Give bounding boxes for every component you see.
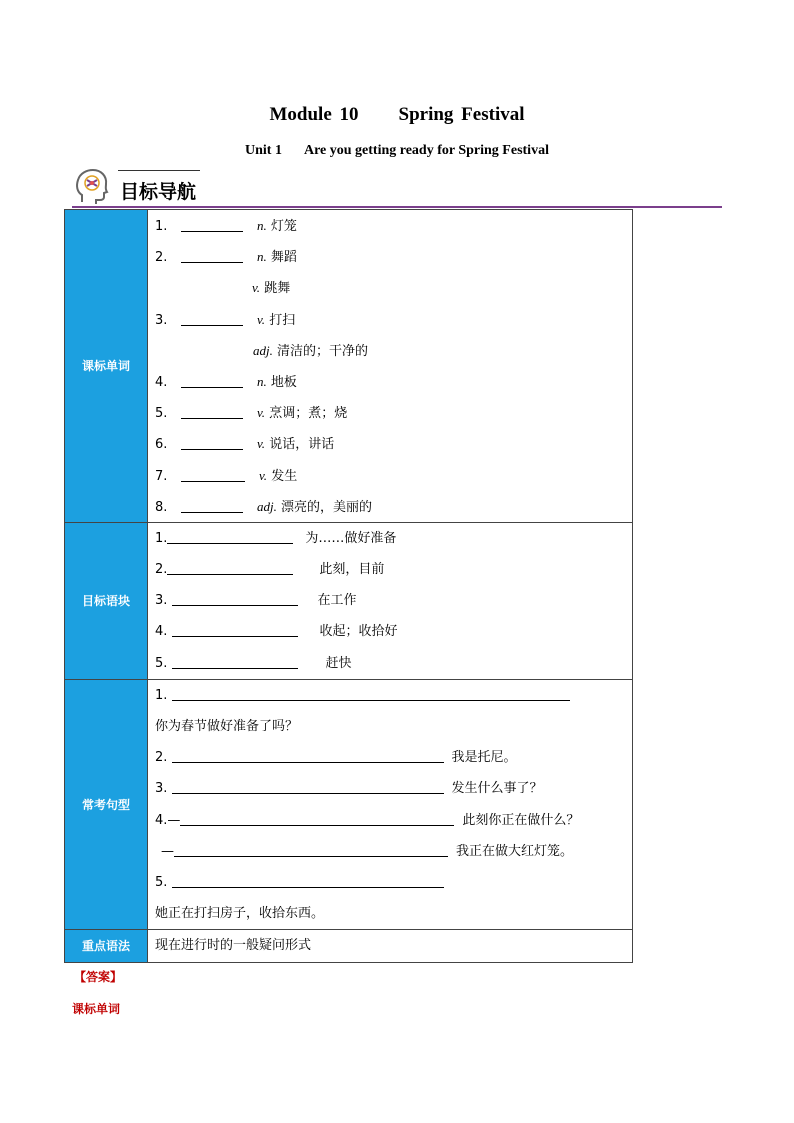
vocab-item: 2. n. 舞蹈: [155, 249, 297, 266]
answer-blank[interactable]: [181, 435, 243, 450]
sentence-item: 3. 发生什么事了？: [155, 781, 543, 797]
phrase-item: 2. 此刻，目前: [155, 562, 385, 578]
grammar-row: [65, 930, 633, 962]
phrase-item: 4. 收起；收拾好: [155, 624, 398, 640]
answer-blank[interactable]: [180, 811, 454, 826]
phrase-item: 1. 为……做好准备: [155, 530, 397, 546]
header-divider: [72, 206, 722, 208]
phrase-item: 3. 在工作: [155, 593, 357, 609]
section-header: [72, 166, 722, 210]
page-title: [0, 104, 794, 126]
study-table: [64, 209, 633, 963]
answer-blank[interactable]: [172, 686, 570, 701]
grammar-content: [148, 930, 633, 962]
phrase-item: 5. 赶快: [155, 655, 352, 671]
phrases-row: [65, 522, 633, 679]
unit-title: Are you getting ready for Spring Festival: [303, 143, 549, 158]
answer-blank[interactable]: [167, 529, 293, 544]
answer-blank[interactable]: [172, 591, 298, 606]
answer-blank[interactable]: [181, 311, 243, 326]
answer-blank[interactable]: [181, 248, 243, 263]
vocab-row: [65, 210, 633, 523]
answer-blank[interactable]: [172, 622, 298, 637]
sentence-meaning: 她正在打扫房子，收拾东西。: [155, 906, 325, 922]
vocab-item: 1. n. 灯笼: [155, 218, 297, 234]
answer-blank[interactable]: [172, 779, 444, 794]
unit-label: Unit 1: [245, 143, 282, 158]
page-subtitle: [0, 143, 794, 159]
header-topline: [118, 170, 200, 171]
vocab-item: 7. v. 发生: [155, 467, 298, 484]
head-brain-icon: [74, 168, 110, 206]
vocab-content: [148, 210, 633, 523]
module-title: Module 10: [269, 104, 359, 125]
phrases-label: 目标语块: [65, 522, 148, 679]
answer-heading: 【答案】: [74, 970, 123, 984]
sentence-item: 1.: [148, 680, 632, 711]
answer-blank[interactable]: [181, 498, 243, 513]
phrases-content: [148, 522, 633, 679]
vocab-item: 4. n. 地板: [155, 373, 297, 390]
sentence-item: 4.— 此刻你正在做什么？: [155, 812, 580, 828]
vocab-item: 8. adj. 漂亮的，美丽的: [155, 498, 373, 515]
sentence-meaning: 你为春节做好准备了吗？: [155, 719, 299, 734]
sentence-item: 5.: [148, 867, 632, 898]
answer-blank[interactable]: [172, 654, 298, 669]
answer-blank[interactable]: [174, 842, 448, 857]
answer-blank[interactable]: [172, 873, 444, 888]
vocab-item: 3. v. 打扫: [155, 311, 296, 328]
sentences-content: [148, 679, 633, 930]
sentence-item: 2. 我是托尼。: [155, 750, 517, 766]
answer-subheading: 课标单词: [72, 1002, 121, 1016]
section-header-label: 目标导航: [120, 181, 197, 203]
sentences-row: [65, 679, 633, 930]
answer-blank[interactable]: [172, 748, 444, 763]
answer-blank[interactable]: [181, 467, 245, 482]
grammar-text: 现在进行时的一般疑问形式: [155, 938, 312, 954]
vocab-item: v. 跳舞: [252, 280, 291, 297]
vocab-item: 6. v. 说话，讲话: [155, 436, 335, 453]
festival-title: Spring Festival: [398, 104, 525, 125]
answer-blank[interactable]: [167, 560, 293, 575]
answer-blank[interactable]: [181, 373, 243, 388]
grammar-label: 重点语法: [65, 930, 148, 962]
sentences-label: 常考句型: [65, 679, 148, 930]
answer-blank[interactable]: [181, 217, 243, 232]
vocab-item: adj. 清洁的；干净的: [253, 342, 369, 359]
vocab-label: 课标单词: [65, 210, 148, 523]
vocab-item: 5. v. 烹调；煮；烧: [155, 405, 348, 422]
answer-blank[interactable]: [181, 404, 243, 419]
sentence-item: — 我正在做大红灯笼。: [161, 843, 574, 859]
